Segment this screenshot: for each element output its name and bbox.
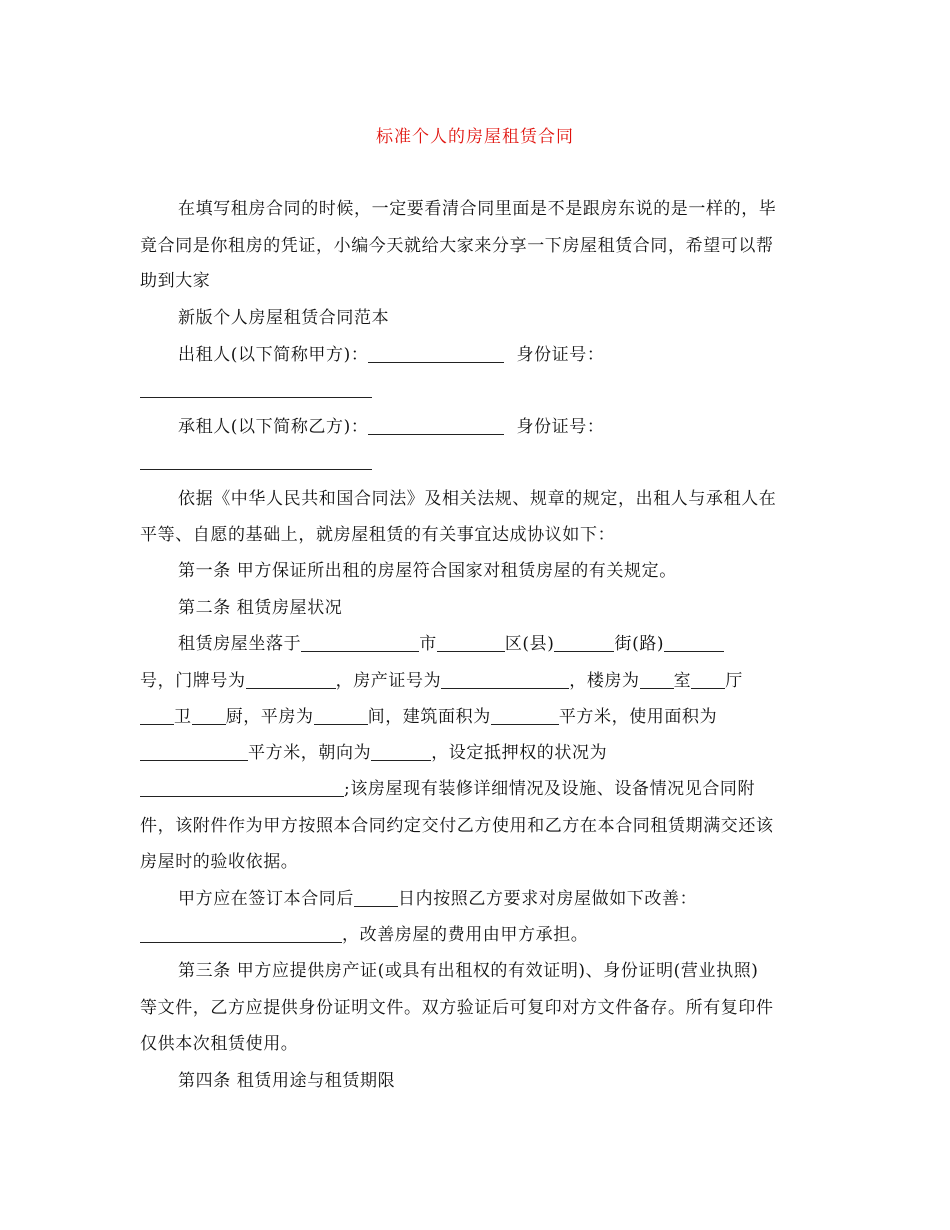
basis-line-2: 平等、自愿的基础上，就房屋租赁的有关事宜达成协议如下： bbox=[140, 525, 616, 545]
hall-label: 厅 bbox=[725, 671, 743, 691]
kitchen-blank[interactable] bbox=[192, 710, 226, 725]
cert-number-label: ，房产证号为 bbox=[335, 671, 442, 691]
building-label: ，楼房为 bbox=[569, 671, 640, 691]
orientation-blank[interactable] bbox=[371, 746, 431, 761]
use-area-blank[interactable] bbox=[140, 746, 248, 761]
lessor-name-blank[interactable] bbox=[368, 348, 504, 363]
lessee-id-blank[interactable] bbox=[140, 469, 372, 470]
build-area-blank[interactable] bbox=[491, 710, 559, 725]
city-blank[interactable] bbox=[437, 637, 505, 652]
intro-line-1: 在填写租房合同的时候，一定要看清合同里面是不是跟房东说的是一样的，毕 bbox=[178, 199, 777, 219]
lessor-id-blank[interactable] bbox=[140, 397, 372, 398]
lessor-label: 出租人(以下简称甲方)： bbox=[178, 345, 369, 365]
cert-number-blank[interactable] bbox=[441, 674, 569, 689]
lessee-name-blank[interactable] bbox=[368, 420, 504, 435]
article-2-heading: 第二条 租赁房屋状况 bbox=[178, 598, 343, 618]
halls-blank[interactable] bbox=[691, 674, 725, 689]
location-label: 租赁房屋坐落于 bbox=[178, 634, 302, 654]
lessor-id-label: 身份证号： bbox=[516, 345, 605, 365]
improvement-line-2 bbox=[140, 922, 588, 948]
intro-line-3: 助到大家 bbox=[140, 271, 211, 291]
article-3-line-1: 第三条 甲方应提供房产证(或具有出租权的有效证明)、身份证明(营业执照) bbox=[178, 961, 759, 981]
improvement-blank[interactable] bbox=[140, 928, 342, 943]
article-2-line-7: 房屋时的验收依据。 bbox=[140, 852, 299, 872]
article-4-heading: 第四条 租赁用途与租赁期限 bbox=[178, 1071, 396, 1091]
location-blank[interactable] bbox=[301, 637, 419, 652]
district-label: 区(县) bbox=[504, 634, 555, 654]
lessee-label: 承租人(以下简称乙方)： bbox=[178, 417, 369, 437]
rooms-blank[interactable] bbox=[640, 674, 674, 689]
house-number-blank[interactable] bbox=[246, 674, 336, 689]
use-area-label: 平方米，使用面积为 bbox=[558, 707, 718, 727]
basis-line-1: 依据《中华人民共和国合同法》及相关法规、规章的规定，出租人与承租人在 bbox=[178, 489, 777, 509]
improvement-line-1 bbox=[178, 886, 697, 912]
orientation-label: 平方米，朝向为 bbox=[248, 743, 372, 763]
mortgage-blank[interactable] bbox=[140, 782, 344, 797]
street-label: 街(路) bbox=[614, 634, 665, 654]
bungalow-label: 厨，平房为 bbox=[225, 707, 314, 727]
article-3-line-3: 仅供本次租赁使用。 bbox=[140, 1034, 299, 1054]
article-1: 第一条 甲方保证所出租的房屋符合国家对租赁房屋的有关规定。 bbox=[178, 561, 677, 581]
article-2-line-1 bbox=[178, 631, 724, 657]
article-2-line-4 bbox=[140, 740, 607, 766]
district-blank[interactable] bbox=[554, 637, 614, 652]
improvement-days-blank[interactable] bbox=[354, 892, 398, 907]
bungalow-blank[interactable] bbox=[314, 710, 368, 725]
article-2-line-5 bbox=[140, 776, 755, 802]
street-blank[interactable] bbox=[664, 637, 724, 652]
article-2-line-3 bbox=[140, 704, 717, 730]
article-2-line-2 bbox=[140, 668, 743, 694]
document-title: 标准个人的房屋租赁合同 bbox=[376, 127, 574, 147]
improvement-text: 日内按照乙方要求对房屋做如下改善： bbox=[398, 889, 698, 909]
build-area-label: 间，建筑面积为 bbox=[367, 707, 491, 727]
bath-blank[interactable] bbox=[140, 710, 174, 725]
article-3-line-2: 等文件，乙方应提供身份证明文件。双方验证后可复印对方文件备存。所有复印件 bbox=[140, 998, 774, 1018]
article-2-line-6: 件，该附件作为甲方按照本合同约定交付乙方使用和乙方在本合同租赁期满交还该 bbox=[140, 816, 774, 836]
lessee-line bbox=[178, 414, 604, 440]
decoration-text: ;该房屋现有装修详细情况及设施、设备情况见合同附 bbox=[344, 779, 756, 799]
room-label: 室 bbox=[673, 671, 692, 691]
city-label: 市 bbox=[419, 634, 437, 654]
improvement-cost-text: ，改善房屋的费用由甲方承担。 bbox=[342, 925, 589, 945]
bath-label: 卫 bbox=[174, 707, 192, 727]
improvement-label: 甲方应在签订本合同后 bbox=[178, 889, 354, 909]
intro-line-2: 竟合同是你租房的凭证，小编今天就给大家来分享一下房屋租赁合同，希望可以帮 bbox=[140, 236, 774, 256]
lessor-line bbox=[178, 342, 604, 368]
template-subtitle: 新版个人房屋租赁合同范本 bbox=[178, 308, 390, 328]
lessee-id-label: 身份证号： bbox=[516, 417, 605, 437]
house-number-label: 号，门牌号为 bbox=[140, 671, 246, 691]
mortgage-label: ，设定抵押权的状况为 bbox=[431, 743, 608, 763]
